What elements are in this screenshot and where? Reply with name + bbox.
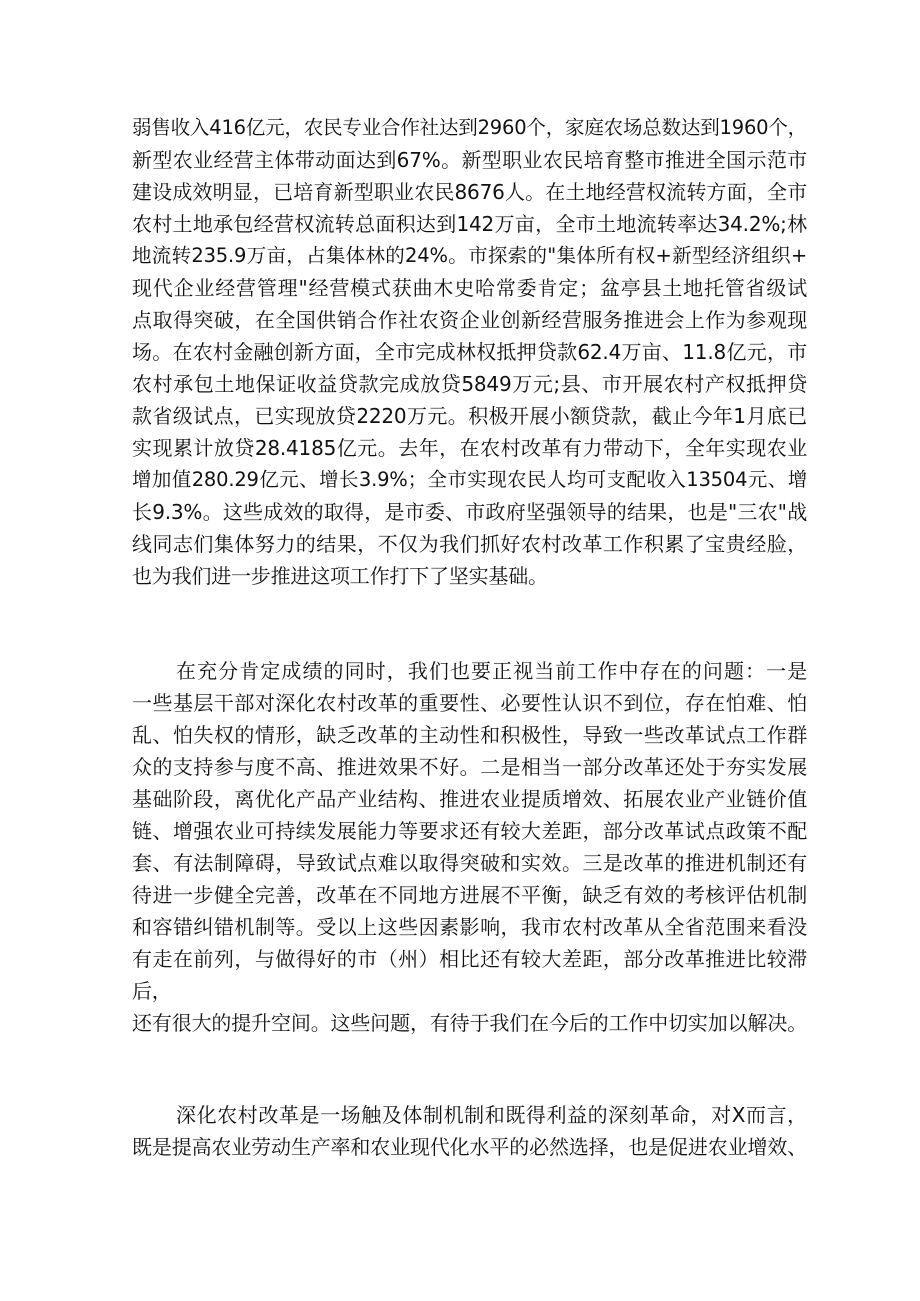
text-line: 链、增强农业可持续发展能力等要求还有较大差距，部分改革试点政策不配 bbox=[132, 819, 807, 843]
text-line: 点取得突破，在全国供销合作社农资企业创新经营服务推进会上作为参观现 bbox=[132, 308, 807, 332]
text-line: 农村承包土地保证收益贷款完成放贷5849万元;县、市开展农村产权抵押贷 bbox=[132, 372, 807, 396]
text-line: 和容错纠错机制等。受以上这些因素影响，我市农村改革从全省范围来看没 bbox=[132, 915, 807, 939]
text-line: 待进一步健全完善，改革在不同地方进展不平衡，缺乏有效的考核评估机制 bbox=[132, 883, 807, 907]
text-line: 还有很大的提升空间。这些问题，有待于我们在今后的工作中切实加以解决。 bbox=[132, 1011, 807, 1035]
text-line: 线同志们集体努力的结果，不仅为我们抓好农村改革工作积累了宝贵经脸， bbox=[132, 532, 807, 556]
text-line: 一些基层干部对深化农村改革的重要性、必要性认识不到位，存在怕难、怕 bbox=[132, 691, 807, 715]
text-line: 在充分肯定成绩的同时，我们也要正视当前工作中存在的问题：一是 bbox=[176, 659, 807, 683]
text-line: 后， bbox=[132, 979, 172, 1003]
text-line: 增加值280.29亿元、增长3.9%；全市实现农民人均可支配收入13504元、增 bbox=[132, 468, 807, 491]
paragraph-reform-results bbox=[132, 112, 807, 592]
text-line: 现代企业经营管理"经营模式获曲木史哈常委肯定；盆亭县土地托管省级试 bbox=[132, 276, 807, 300]
paragraph-existing-problems bbox=[132, 655, 807, 1039]
text-line: 乱、怕失权的情形，缺乏改革的主动性和积极性，导致一些改革试点工作群 bbox=[132, 723, 807, 747]
text-line: 款省级试点，已实现放贷2220万元。积极开展小额贷款，截止今年1月底已 bbox=[132, 404, 807, 428]
text-line: 场。在农村金融创新方面，全市完成林权抵押贷款62.4万亩、11.8亿元，市 bbox=[132, 340, 807, 364]
paragraph-deepening-reform bbox=[132, 1099, 807, 1163]
text-line: 农村土地承包经营权流转总面积达到142万亩，全市土地流转率达34.2%;林 bbox=[132, 212, 807, 236]
text-line: 有走在前列，与做得好的市（州）相比还有较大差距，部分改革推进比较滞 bbox=[132, 947, 807, 971]
text-line: 地流转235.9万亩，占集体林的24%。市探索的"集体所有权+新型经济组织+ bbox=[132, 244, 807, 267]
text-line: 新型农业经营主体带动面达到67%。新型职业农民培育整市推进全国示范市 bbox=[132, 148, 807, 172]
text-line: 套、有法制障碍，导致试点难以取得突破和实效。三是改革的推进机制还有 bbox=[132, 851, 807, 875]
text-line: 众的支持参与度不高、推进效果不好。二是相当一部分改革还处于夯实发展 bbox=[132, 755, 807, 779]
text-line: 也为我们进一步推进这项工作打下了坚实基础。 bbox=[132, 564, 548, 588]
text-line: 实现累计放贷28.4185亿元。去年，在农村改革有力带动下，全年实现农业 bbox=[132, 436, 807, 460]
text-line: 长9.3%。这些成效的取得，是市委、市政府坚强领导的结果，也是"三农"战 bbox=[132, 500, 807, 524]
text-line: 基础阶段，离优化产品产业结构、推进农业提质增效、拓展农业产业链价值 bbox=[132, 787, 807, 811]
text-line: 深化农村改革是一场触及体制机制和既得利益的深刻革命，对X而言， bbox=[176, 1103, 807, 1127]
text-line: 既是提高农业劳动生产率和农业现代化水平的必然选择，也是促进农业增效、 bbox=[132, 1135, 807, 1159]
text-line: 建设成效明显，已培育新型职业农民8676人。在土地经营权流转方面，全市 bbox=[132, 180, 807, 204]
text-line: 弱售收入416亿元，农民专业合作社达到2960个，家庭农场总数达到1960个， bbox=[132, 116, 807, 139]
